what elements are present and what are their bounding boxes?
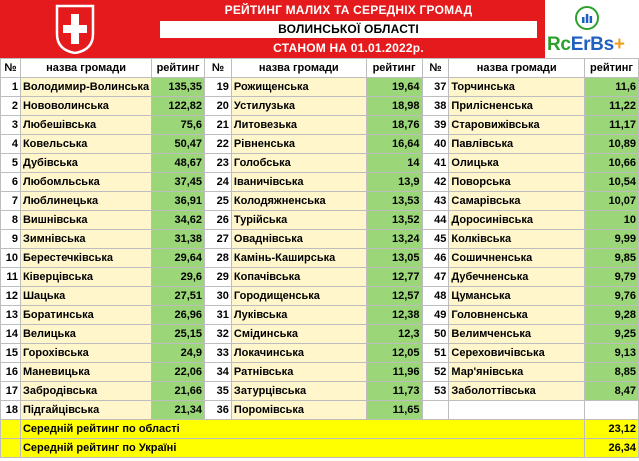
rank-cell: 45 <box>422 230 449 249</box>
col-header-num: № <box>205 59 232 78</box>
average-blank-cell <box>1 439 21 458</box>
community-name-cell: Дубечненська <box>449 268 585 287</box>
rank-cell: 37 <box>422 78 449 97</box>
table-row <box>1 401 639 420</box>
average-label: Середній рейтинг по Україні <box>20 439 584 458</box>
community-name-cell: Нововолинська <box>20 97 151 116</box>
rank-cell: 19 <box>205 78 232 97</box>
rating-cell: 12,57 <box>366 287 422 306</box>
community-name-cell: Олицька <box>449 154 585 173</box>
community-name-cell: Поворська <box>449 173 585 192</box>
rank-cell: 24 <box>205 173 232 192</box>
rank-cell: 53 <box>422 382 449 401</box>
table-row <box>1 306 639 325</box>
table-row <box>1 268 639 287</box>
empty-cell <box>422 401 449 420</box>
rating-cell: 13,53 <box>366 192 422 211</box>
community-name-cell: Городищенська <box>231 287 366 306</box>
table-row <box>1 97 639 116</box>
rank-cell: 30 <box>205 287 232 306</box>
rank-cell: 25 <box>205 192 232 211</box>
community-name-cell: Мар'янівська <box>449 363 585 382</box>
community-name-cell: Цуманська <box>449 287 585 306</box>
community-name-cell: Вишнівська <box>20 211 151 230</box>
community-name-cell: Підгайцівська <box>20 401 151 420</box>
logo-text: RcErBs+ <box>547 34 625 55</box>
community-name-cell: Велицька <box>20 325 151 344</box>
rating-cell: 13,52 <box>366 211 422 230</box>
rating-cell: 37,45 <box>152 173 205 192</box>
community-name-cell: Сошичненська <box>449 249 585 268</box>
empty-cell <box>585 401 639 420</box>
community-name-cell: Рівненська <box>231 135 366 154</box>
community-name-cell: Велимченська <box>449 325 585 344</box>
rating-cell: 19,64 <box>366 78 422 97</box>
rank-cell: 28 <box>205 249 232 268</box>
rating-cell: 10,54 <box>585 173 639 192</box>
rating-cell: 10,89 <box>585 135 639 154</box>
community-name-cell: Любомльська <box>20 173 151 192</box>
rank-cell: 52 <box>422 363 449 382</box>
table-row <box>1 211 639 230</box>
table-row <box>1 287 639 306</box>
table-row <box>1 382 639 401</box>
community-name-cell: Локачинська <box>231 344 366 363</box>
col-header-num: № <box>422 59 449 78</box>
community-name-cell: Смідинська <box>231 325 366 344</box>
community-name-cell: Самарівська <box>449 192 585 211</box>
rating-cell: 18,98 <box>366 97 422 116</box>
community-name-cell: Рожищенська <box>231 78 366 97</box>
community-name-cell: Камінь-Каширська <box>231 249 366 268</box>
community-name-cell: Оваднівська <box>231 230 366 249</box>
community-name-cell: Дубівська <box>20 154 151 173</box>
rating-cell: 10,07 <box>585 192 639 211</box>
rank-cell: 36 <box>205 401 232 420</box>
rank-cell: 49 <box>422 306 449 325</box>
rank-cell: 3 <box>1 116 21 135</box>
community-name-cell: Голобська <box>231 154 366 173</box>
average-label: Середній рейтинг по області <box>20 420 584 439</box>
rank-cell: 34 <box>205 363 232 382</box>
rank-cell: 23 <box>205 154 232 173</box>
rating-cell: 21,66 <box>152 382 205 401</box>
community-name-cell: Колодяжненська <box>231 192 366 211</box>
rank-cell: 26 <box>205 211 232 230</box>
col-header-name: назва громади <box>449 59 585 78</box>
rating-cell: 10 <box>585 211 639 230</box>
table-row <box>1 192 639 211</box>
average-value: 26,34 <box>585 439 639 458</box>
rating-cell: 9,79 <box>585 268 639 287</box>
rank-cell: 12 <box>1 287 21 306</box>
rank-cell: 6 <box>1 173 21 192</box>
community-name-cell: Прилісненська <box>449 97 585 116</box>
rating-cell: 48,67 <box>152 154 205 173</box>
community-name-cell: Забродівська <box>20 382 151 401</box>
rating-cell: 22,06 <box>152 363 205 382</box>
rank-cell: 20 <box>205 97 232 116</box>
community-name-cell: Люблинецька <box>20 192 151 211</box>
rating-cell: 12,38 <box>366 306 422 325</box>
community-name-cell: Доросинівська <box>449 211 585 230</box>
community-name-cell: Сереховичівська <box>449 344 585 363</box>
rating-cell: 18,76 <box>366 116 422 135</box>
community-name-cell: Боратинська <box>20 306 151 325</box>
rank-cell: 35 <box>205 382 232 401</box>
rating-cell: 50,47 <box>152 135 205 154</box>
community-name-cell: Ківерцівська <box>20 268 151 287</box>
rank-cell: 51 <box>422 344 449 363</box>
rank-cell: 41 <box>422 154 449 173</box>
rank-cell: 18 <box>1 401 21 420</box>
community-name-cell: Поромівська <box>231 401 366 420</box>
logo <box>545 0 639 58</box>
rating-cell: 11,65 <box>366 401 422 420</box>
rank-cell: 4 <box>1 135 21 154</box>
rating-cell: 9,76 <box>585 287 639 306</box>
community-name-cell: Литовезька <box>231 116 366 135</box>
rating-cell: 11,22 <box>585 97 639 116</box>
rank-cell: 44 <box>422 211 449 230</box>
rating-cell: 10,66 <box>585 154 639 173</box>
rating-cell: 9,99 <box>585 230 639 249</box>
table-row <box>1 344 639 363</box>
rank-cell: 21 <box>205 116 232 135</box>
table-row <box>1 173 639 192</box>
table-row <box>1 249 639 268</box>
rating-cell: 34,62 <box>152 211 205 230</box>
rating-cell: 12,3 <box>366 325 422 344</box>
rating-cell: 24,9 <box>152 344 205 363</box>
rating-cell: 9,28 <box>585 306 639 325</box>
average-blank-cell <box>1 420 21 439</box>
community-name-cell: Берестечківська <box>20 249 151 268</box>
rank-cell: 22 <box>205 135 232 154</box>
rating-cell: 8,85 <box>585 363 639 382</box>
rating-cell: 11,17 <box>585 116 639 135</box>
empty-cell <box>449 401 585 420</box>
rating-cell: 13,24 <box>366 230 422 249</box>
rank-cell: 40 <box>422 135 449 154</box>
rating-cell: 75,6 <box>152 116 205 135</box>
community-name-cell: Устилузька <box>231 97 366 116</box>
rating-cell: 135,35 <box>152 78 205 97</box>
rank-cell: 50 <box>422 325 449 344</box>
community-name-cell: Старовижівська <box>449 116 585 135</box>
bar-chart-logo-icon <box>575 6 599 30</box>
title-line-1: РЕЙТИНГ МАЛИХ ТА СЕРЕДНІХ ГРОМАД <box>160 2 537 19</box>
table-row <box>1 154 639 173</box>
table-row <box>1 363 639 382</box>
rank-cell: 5 <box>1 154 21 173</box>
coat-of-arms-icon <box>55 4 95 54</box>
header <box>0 0 639 58</box>
rating-cell: 122,82 <box>152 97 205 116</box>
rank-cell: 11 <box>1 268 21 287</box>
rank-cell: 8 <box>1 211 21 230</box>
community-name-cell: Любешівська <box>20 116 151 135</box>
rating-cell: 11,73 <box>366 382 422 401</box>
average-value: 23,12 <box>585 420 639 439</box>
rank-cell: 1 <box>1 78 21 97</box>
rating-cell: 31,38 <box>152 230 205 249</box>
title-line-2: ВОЛИНСЬКОЇ ОБЛАСТІ <box>160 21 537 38</box>
col-header-num: № <box>1 59 21 78</box>
community-name-cell: Ратнівська <box>231 363 366 382</box>
community-name-cell: Володимир-Волинська <box>20 78 151 97</box>
rating-cell: 29,64 <box>152 249 205 268</box>
header-row <box>1 59 639 78</box>
rank-cell: 31 <box>205 306 232 325</box>
community-name-cell: Ковельська <box>20 135 151 154</box>
rank-cell: 16 <box>1 363 21 382</box>
rating-cell: 9,13 <box>585 344 639 363</box>
community-name-cell: Павлівська <box>449 135 585 154</box>
rank-cell: 43 <box>422 192 449 211</box>
community-name-cell: Головненська <box>449 306 585 325</box>
table-row <box>1 230 639 249</box>
community-name-cell: Горохівська <box>20 344 151 363</box>
rating-cell: 26,96 <box>152 306 205 325</box>
community-name-cell: Копачівська <box>231 268 366 287</box>
community-name-cell: Зимнівська <box>20 230 151 249</box>
col-header-name: назва громади <box>231 59 366 78</box>
average-row <box>1 439 639 458</box>
rating-cell: 11,96 <box>366 363 422 382</box>
rating-cell: 9,85 <box>585 249 639 268</box>
average-row <box>1 420 639 439</box>
rating-cell: 21,34 <box>152 401 205 420</box>
community-name-cell: Шацька <box>20 287 151 306</box>
rank-cell: 15 <box>1 344 21 363</box>
rank-cell: 14 <box>1 325 21 344</box>
rating-cell: 14 <box>366 154 422 173</box>
rank-cell: 2 <box>1 97 21 116</box>
community-name-cell: Іваничівська <box>231 173 366 192</box>
col-header-rating: рейтинг <box>366 59 422 78</box>
community-name-cell: Маневицька <box>20 363 151 382</box>
community-name-cell: Торчинська <box>449 78 585 97</box>
rank-cell: 9 <box>1 230 21 249</box>
table-row <box>1 78 639 97</box>
rank-cell: 38 <box>422 97 449 116</box>
rank-cell: 32 <box>205 325 232 344</box>
rank-cell: 39 <box>422 116 449 135</box>
table-row <box>1 325 639 344</box>
col-header-rating: рейтинг <box>152 59 205 78</box>
col-header-name: назва громади <box>20 59 151 78</box>
rating-cell: 8,47 <box>585 382 639 401</box>
community-name-cell: Затурцівська <box>231 382 366 401</box>
rating-cell: 11,6 <box>585 78 639 97</box>
rating-cell: 27,51 <box>152 287 205 306</box>
community-name-cell: Турійська <box>231 211 366 230</box>
rating-cell: 36,91 <box>152 192 205 211</box>
community-name-cell: Колківська <box>449 230 585 249</box>
rank-cell: 13 <box>1 306 21 325</box>
table-row <box>1 135 639 154</box>
title-line-3: СТАНОМ НА 01.01.2022р. <box>160 40 537 57</box>
rank-cell: 33 <box>205 344 232 363</box>
community-name-cell: Заболоттівська <box>449 382 585 401</box>
rank-cell: 27 <box>205 230 232 249</box>
rank-cell: 17 <box>1 382 21 401</box>
rank-cell: 7 <box>1 192 21 211</box>
community-name-cell: Луківська <box>231 306 366 325</box>
rank-cell: 42 <box>422 173 449 192</box>
rank-cell: 46 <box>422 249 449 268</box>
table-row <box>1 116 639 135</box>
rating-cell: 25,15 <box>152 325 205 344</box>
rating-cell: 16,64 <box>366 135 422 154</box>
col-header-rating: рейтинг <box>585 59 639 78</box>
rank-cell: 48 <box>422 287 449 306</box>
rank-cell: 29 <box>205 268 232 287</box>
rank-cell: 10 <box>1 249 21 268</box>
rating-cell: 29,6 <box>152 268 205 287</box>
rating-cell: 13,9 <box>366 173 422 192</box>
rating-cell: 9,25 <box>585 325 639 344</box>
rating-cell: 13,05 <box>366 249 422 268</box>
rank-cell: 47 <box>422 268 449 287</box>
rating-cell: 12,05 <box>366 344 422 363</box>
rating-cell: 12,77 <box>366 268 422 287</box>
ranking-table <box>0 58 639 458</box>
